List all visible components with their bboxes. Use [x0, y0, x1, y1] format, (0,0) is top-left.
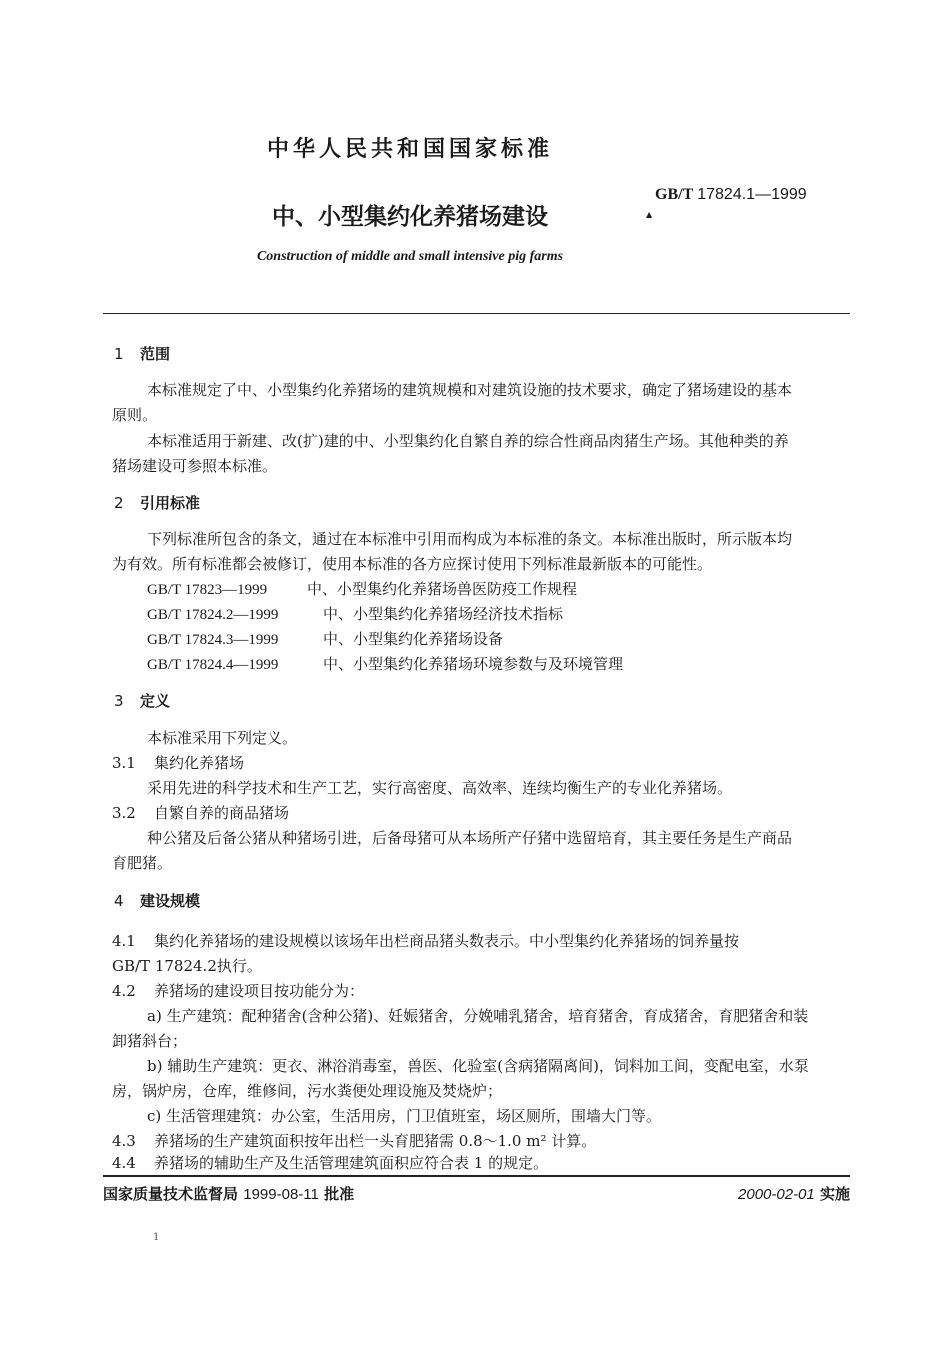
item-b-line1: b) 辅助生产建筑：更衣、淋浴消毒室，兽医、化验室(含病猪隔离间)，饲料加工间，变配电室，水泵 — [147, 1057, 809, 1075]
triangle-mark-icon: ▲ — [646, 210, 653, 219]
definition-3-1-text: 采用先进的科学技术和生产工艺，实行高密度、高效率、连续均衡生产的专业化养猪场。 — [147, 779, 733, 797]
s2-p1-line2: 为有效。所有标准都会被修订，使用本标准的各方应探讨使用下列标准最新版本的可能性。 — [112, 555, 713, 573]
approval-line — [103, 1183, 354, 1204]
item-a-line2: 卸猪斜台； — [112, 1032, 188, 1050]
approval-date: 1999-08-11 — [243, 1186, 319, 1203]
definition-term: 自繁自养的商品猪场 — [154, 804, 290, 822]
s1-p2-line2: 猪场建设可参照本标准。 — [112, 457, 278, 475]
clause-4-4 — [112, 1152, 548, 1173]
section-title: 范围 — [140, 345, 171, 363]
section-1-heading — [114, 343, 170, 364]
definition-3-2-term — [112, 802, 289, 823]
clause-4-2 — [112, 980, 364, 1001]
clause-number: 4.2 — [112, 982, 136, 1000]
section-title: 建设规模 — [140, 892, 201, 910]
reference-code: GB/T 17824.3—1999 — [147, 632, 279, 648]
reference-title: 中、小型集约化养猪场设备 — [323, 630, 504, 648]
reference-code: GB/T 17823—1999 — [147, 582, 268, 598]
reference-title: 中、小型集约化养猪场经济技术指标 — [323, 605, 564, 623]
item-c-line1: c) 生活管理建筑：办公室，生活用房，门卫值班室，场区厕所，围墙大门等。 — [147, 1107, 662, 1125]
clause-number: 3.1 — [112, 754, 136, 772]
s1-p1-line1: 本标准规定了中、小型集约化养猪场的建筑规模和对建筑设施的技术要求，确定了猪场建设的基本 — [147, 381, 793, 399]
clause-number: 4.1 — [112, 932, 136, 950]
approval-label: 批准 — [324, 1185, 355, 1203]
s3-intro: 本标准采用下列定义。 — [147, 729, 298, 747]
clause-text: 养猪场的建设项目按功能分为： — [154, 982, 365, 1000]
national-standard-heading: 中华人民共和国国家标准 — [266, 137, 553, 162]
reference-item — [147, 578, 577, 599]
s1-p1-line2: 原则。 — [112, 406, 158, 424]
section-number: 4 — [114, 892, 124, 910]
definition-term: 集约化养猪场 — [154, 754, 245, 772]
section-number: 1 — [114, 345, 124, 363]
clause-4-1-line2: GB/T 17824.2执行。 — [112, 957, 262, 975]
effective-line — [738, 1183, 850, 1204]
reference-title: 中、小型集约化养猪场兽医防疫工作规程 — [307, 580, 578, 598]
section-title: 引用标准 — [140, 494, 201, 512]
document-title-en: Construction of middle and small intensive pig farms — [256, 249, 564, 264]
clause-text: 养猪场的生产建筑面积按年出栏一头育肥猪需 0.8～1.0 m² 计算。 — [154, 1132, 597, 1150]
clause-text: 集约化养猪场的建设规模以该场年出栏商品猪头数表示。中小型集约化养猪场的饲养量按 — [154, 932, 740, 950]
definition-3-1-term — [112, 752, 244, 773]
standard-number-value: 17824.1—1999 — [697, 186, 807, 203]
definition-3-2-line2: 育肥猪。 — [112, 854, 173, 872]
clause-4-1-line1 — [112, 930, 739, 951]
clause-number: 3.2 — [112, 804, 136, 822]
section-number: 2 — [114, 494, 124, 512]
item-b-line2: 房，锅炉房，仓库，维修间，污水粪便处理设施及焚烧炉； — [112, 1082, 503, 1100]
effective-date: 2000-02-01 — [738, 1186, 815, 1203]
reference-item — [147, 628, 503, 649]
s2-p1-line1: 下列标准所包含的条文，通过在本标准中引用而构成为本标准的条文。本标准出版时，所示版本均 — [147, 530, 793, 548]
approval-organization: 国家质量技术监督局 — [103, 1185, 239, 1203]
clause-number: 4.4 — [112, 1154, 136, 1172]
clause-4-3 — [112, 1130, 596, 1151]
item-a-line1: a) 生产建筑：配种猪舍(含种公猪)、妊娠猪舍，分娩哺乳猪舍，培育猪舍，育成猪舍，育肥猪舍和装 — [147, 1007, 809, 1025]
section-3-heading — [114, 690, 170, 711]
s1-p2-line1: 本标准适用于新建、改(扩)建的中、小型集约化自繁自养的综合性商品肉猪生产场。其他种类的养 — [147, 432, 789, 450]
header-divider — [103, 313, 850, 314]
standard-code: GB/T — [655, 186, 694, 203]
clause-text: 养猪场的辅助生产及生活管理建筑面积应符合表 1 的规定。 — [154, 1154, 549, 1172]
page-mark: 1 — [153, 1232, 160, 1243]
effective-label: 实施 — [819, 1185, 850, 1203]
section-title: 定义 — [140, 692, 171, 710]
reference-item — [147, 653, 623, 674]
reference-item — [147, 603, 563, 624]
definition-3-2-line1: 种公猪及后备公猪从种猪场引进，后备母猪可从本场所产仔猪中选留培育，其主要任务是生产商品 — [147, 829, 793, 847]
reference-code: GB/T 17824.4—1999 — [147, 657, 279, 673]
clause-number: 4.3 — [112, 1132, 136, 1150]
section-4-heading — [114, 890, 200, 911]
reference-code: GB/T 17824.2—1999 — [147, 607, 279, 623]
footer-divider — [103, 1175, 850, 1177]
section-2-heading — [114, 492, 200, 513]
reference-title: 中、小型集约化养猪场环境参数与及环境管理 — [323, 655, 624, 673]
section-number: 3 — [114, 692, 124, 710]
document-title-cn: 中、小型集约化养猪场建设 — [272, 204, 548, 230]
